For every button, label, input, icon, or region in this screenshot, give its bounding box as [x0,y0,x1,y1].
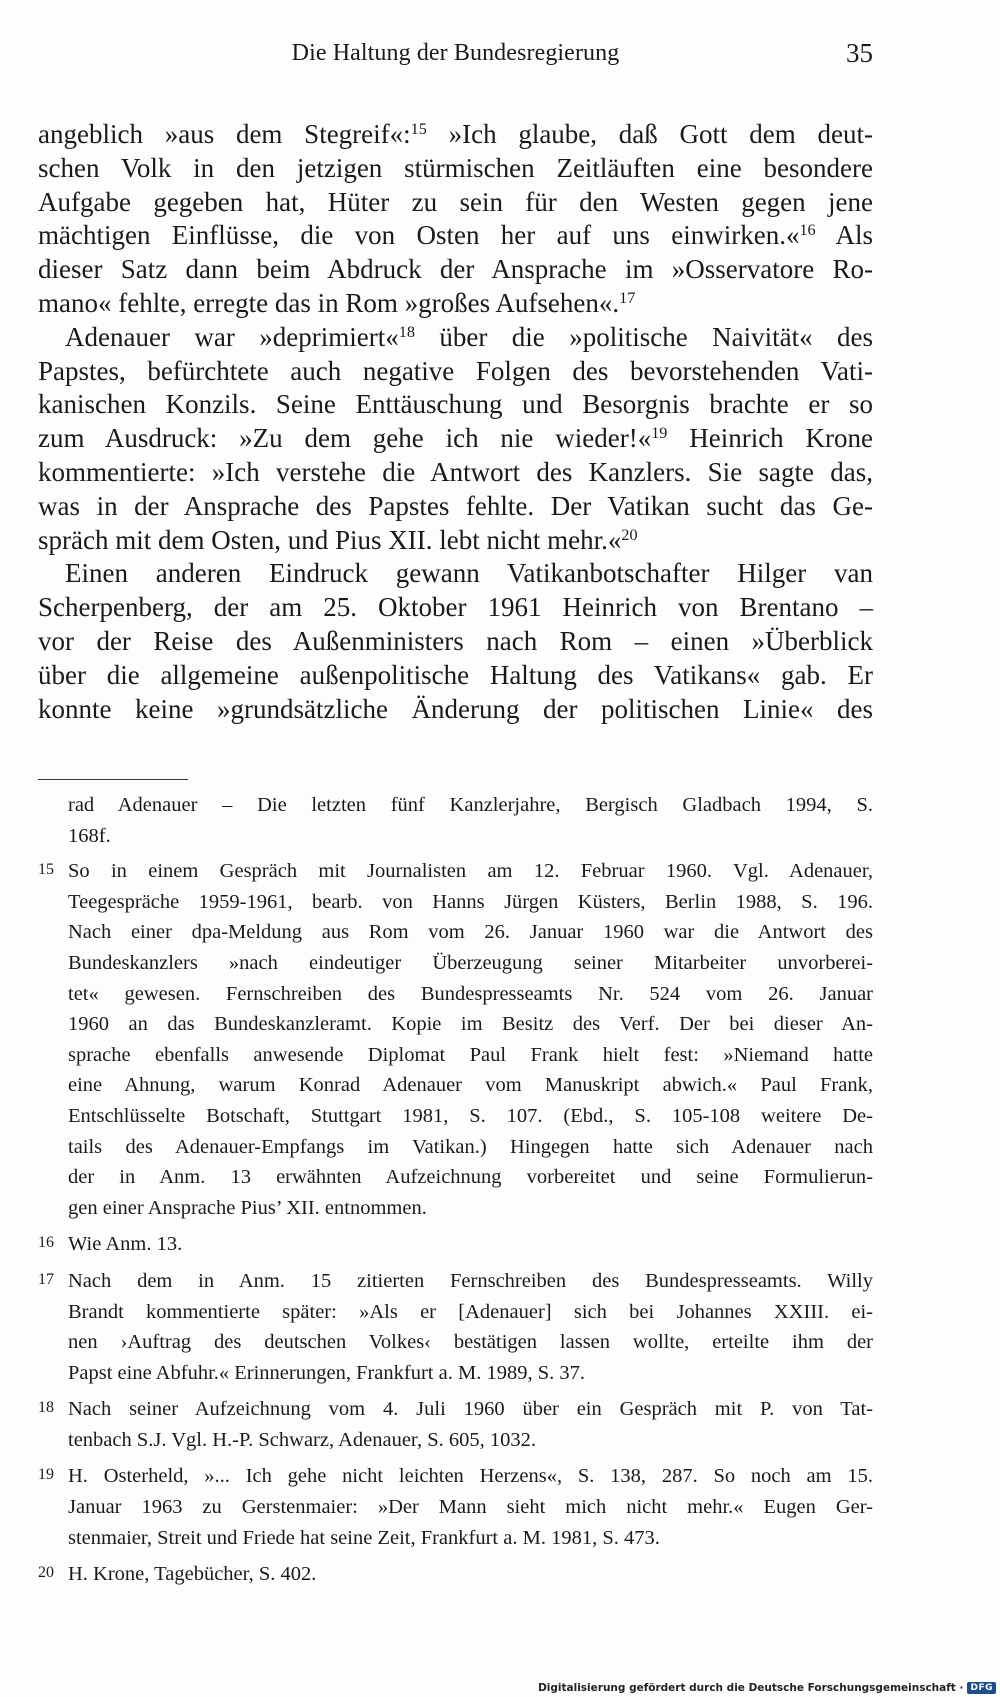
footnote-20: 20 H. Krone, Tagebücher, S. 402. [38,1559,873,1590]
text-line: kommentierte: »Ich verstehe die Antwort des Kanzlers. Sie sagte das, [38,456,873,487]
footnote-ref-19[interactable]: 19 [651,424,668,443]
footnote-15: 15 So in einem Gespräch mit Journalisten am 12. Februar 1960. Vgl. Adenauer, Teegespräche 1959-1961, bearb. von Hanns Jürgen Küsters, Berlin 1988, S. 196. Nach einer dpa-Meldung aus Rom vom 26. Januar 1960 war die Antwort des Bundeskanzlers »nach eindeutiger Überzeugung seiner Mitarbeiter unvorberei- tet« gewesen. Fernschreiben des Bundespresseamts Nr. 524 vom 26. Januar 1960 an das Bundeskanzleramt. Kopie im Besitz des Verf. Der bei dieser An- sprache ebenfalls anwesende Diplomat Paul Frank hielt fest: »Niemand hatte eine Ahnung, warum Konrad Adenauer vom Manuskript abwich.« Paul Frank, Entschlüsselte Botschaft, Stuttgart 1981, S. 107. (Ebd., S. 105-108 weitere De- tails des Adenauer-Empfangs im Vatikan.) Hingegen hatte sich Adenauer nach der in Anm. 13 erwähnten Aufzeichnung vorbereitet und seine Formulierun- gen einer Ansprache Pius’ XII. entnommen. [38,856,873,1223]
footnote-number: 16 [38,1234,54,1252]
text-line: über die allgemeine außenpolitische Haltung des Vatikans« gab. Er [38,659,873,690]
text-line: mano« fehlte, erregte das in Rom »großes Aufsehen«.$^{17}$ [38,287,636,318]
paragraph-2 [38,321,873,558]
footnotes [38,790,873,1596]
footnote-ref-15[interactable]: 15 [410,120,427,139]
page-number: 35 [846,38,873,68]
text-line: Scherpenberg, der am 25. Oktober 1961 Heinrich von Brentano – [38,592,873,623]
text-line: Papstes, befürchtete auch negative Folgen des bevorstehenden Vati- [38,355,873,386]
footnote-ref-16[interactable]: 16 [799,221,816,240]
footnote-19: 19 H. Osterheld, »... Ich gehe nicht leichten Herzens«, S. 138, 287. So noch am 15. Januar 1963 zu Gerstenmaier: »Der Mann sieht mich nicht mehr.« Eugen Ger- stenmaier, Streit und Friede hat seine Zeit, Frankfurt a. M. 1981, S. 473. [38,1461,873,1553]
text-line: kanischen Konzils. Seine Enttäuschung und Besorgnis brachte er so [38,389,873,420]
credit-text: Digitalisierung gefördert durch die Deutsche Forschungsgemeinschaft · [538,1682,964,1694]
text-line: mächtigen Einflüsse, die von Osten her auf uns einwirken.«$^{16}$ Als [38,220,873,251]
main-text [38,118,873,726]
text-line: schen Volk in den jetzigen stürmischen Zeitläuften eine besondere [38,152,873,183]
footnote-ref-18[interactable]: 18 [398,322,415,341]
footnote-number: 18 [38,1399,54,1417]
footnote-separator [38,779,188,780]
footnote-18: 18 Nach seiner Aufzeichnung vom 4. Juli 1960 über ein Gespräch mit P. von Tat- tenbach S.J. Vgl. H.-P. Schwarz, Adenauer, S. 605, 1032. [38,1394,873,1455]
text-line: spräch mit dem Osten, und Pius XII. lebt nicht mehr.«$^{20}$ [38,524,638,555]
text-line: Adenauer war »deprimiert«$^{18}$ über die »politische Naivität« des [65,321,874,352]
dfg-logo-icon: DFG [967,1682,996,1694]
footnote-17: 17 Nach dem in Anm. 15 zitierten Fernschreiben des Bundespresseamts. Willy Brandt kommentierte später: »Als er [Adenauer] sich bei Johannes XXIII. ei- nen ›Auftrag des deutschen Volkes‹ bestätigen lassen wollte, erteilte ihm der Papst eine Abfuhr.« Erinnerungen, Frankfurt a. M. 1989, S. 37. [38,1266,873,1388]
paragraph-1 [38,118,873,321]
footnote-16: 16 Wie Anm. 13. [38,1229,873,1260]
text-line: angeblich »aus dem Stegreif«:$^{15}$ »Ich glaube, daß Gott dem deut- [38,119,873,149]
text-line: konnte keine »grundsätzliche Änderung der politischen Linie« des [38,693,873,724]
footnote-14-continuation: rad Adenauer – Die letzten fünf Kanzlerjahre, Bergisch Gladbach 1994, S. 168f. [68,794,873,847]
text-line: was in der Ansprache des Papstes fehlte. Der Vatikan sucht das Ge- [38,490,873,521]
text-line: zum Ausdruck: »Zu dem gehe ich nie wieder!«$^{19}$ Heinrich Krone [38,423,873,454]
text-line: Einen anderen Eindruck gewann Vatikanbotschafter Hilger van [65,558,873,589]
footnote-number: 15 [38,861,54,879]
running-head [38,36,873,76]
text-line: dieser Satz dann beim Abdruck der Ansprache im »Osservatore Ro- [38,254,873,285]
footnote-number: 20 [38,1564,54,1582]
text-line: vor der Reise des Außenministers nach Rom – einen »Überblick [38,625,873,656]
footnote-number: 19 [38,1466,54,1484]
footnote-ref-17[interactable]: 17 [619,289,636,308]
footnote-ref-20[interactable]: 20 [621,525,638,544]
text-line: Aufgabe gegeben hat, Hüter zu sein für den Westen gegen jene [38,186,873,217]
running-title: Die Haltung der Bundesregierung [291,40,620,66]
paragraph-3 [38,557,873,726]
digitization-credit [538,1682,996,1694]
footnote-number: 17 [38,1270,54,1288]
